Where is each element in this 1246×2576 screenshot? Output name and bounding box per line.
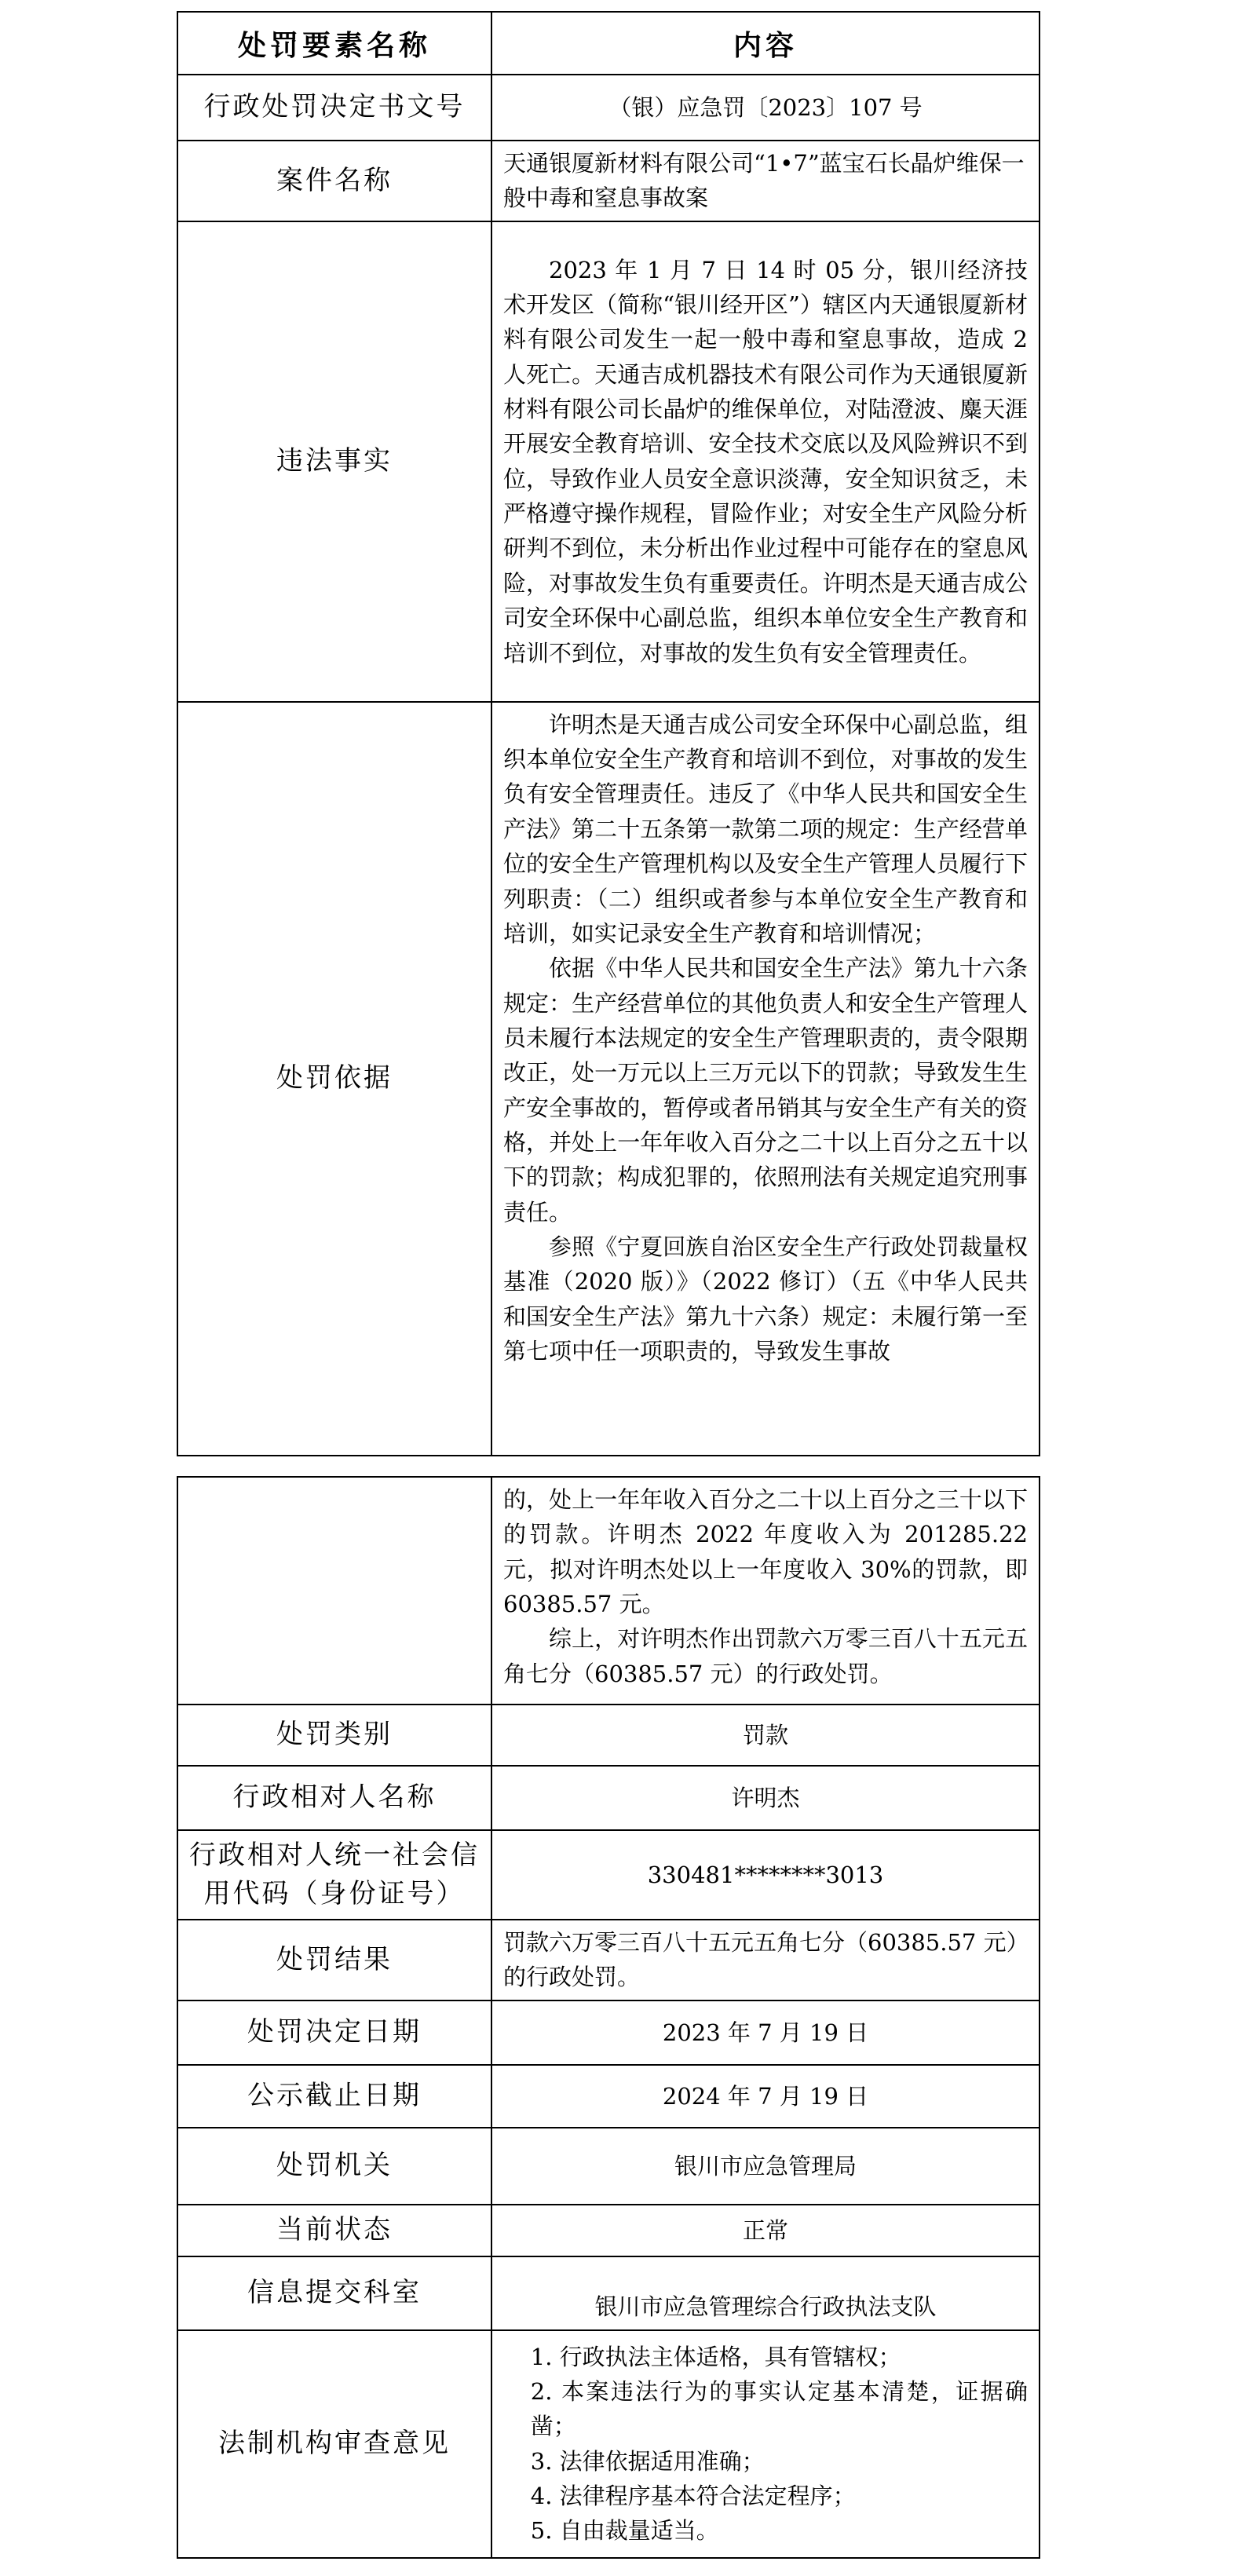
label-deadline: 公示截止日期 [177,2065,491,2128]
basis-paragraph-4: 的，处上一年年收入百分之二十以上百分之三十以下的罚款。许明杰 2022 年度收入为 201285.22 元，拟对许明杰处以上一年度收入 30%的罚款，即 60385.57 元。 [503,1486,1028,1618]
value-dept: 银川市应急管理综合行政执法支队 [491,2256,1040,2330]
row-doc-no [177,75,1040,141]
value-basis-part1 [491,702,1040,1456]
label-decision-date: 处罚决定日期 [177,2001,491,2065]
value-status: 正常 [491,2205,1040,2256]
value-credit-code: 330481********3013 [491,1830,1040,1920]
row-party-name [177,1766,1040,1830]
table-header-row [177,12,1040,75]
value-case-name: 天通银厦新材料有限公司“1•7”蓝宝石长晶炉维保一般中毒和窒息事故案 [491,141,1040,221]
value-authority: 银川市应急管理局 [491,2128,1040,2205]
value-review [491,2330,1040,2558]
row-basis-continued [177,1477,1040,1705]
value-deadline: 2024 年 7 月 19 日 [491,2065,1040,2128]
basis-paragraph-3: 参照《宁夏回族自治区安全生产行政处罚裁量权基准（2020 版）》（2022 修订）（五《中华人民共和国安全生产法》第九十六条）规定：未履行第一至第七项中任一项职责的，导致发生事故 [503,1233,1028,1365]
label-category: 处罚类别 [177,1705,491,1766]
penalty-table-part1 [177,11,1040,1456]
label-doc-no: 行政处罚决定书文号 [177,75,491,141]
value-result: 罚款六万零三百八十五元五角七分（60385.57 元）的行政处罚。 [491,1920,1040,2001]
label-facts: 违法事实 [177,221,491,702]
header-col-element: 处罚要素名称 [177,12,491,75]
row-result [177,1920,1040,2001]
review-item-4: 4. 法律程序基本符合法定程序； [530,2483,856,2510]
row-decision-date [177,2001,1040,2065]
row-deadline [177,2065,1040,2128]
penalty-table-part2 [177,1476,1040,2559]
header-col-content: 内容 [491,12,1040,75]
value-category: 罚款 [491,1705,1040,1766]
facts-paragraph: 2023 年 1 月 7 日 14 时 05 分，银川经济技术开发区（简称“银川经开区”）辖区内天通银厦新材料有限公司发生一起一般中毒和窒息事故，造成 2 人死亡。天通吉成机器技术有限公司作为天通银厦新材料有限公司长晶炉的维保单位，对陆澄波、麋天涯开展安全教育培训、安全技术交底以及风险辨识不到位，导致作业人员安全意识淡薄，安全知识贫乏，未严格遵守操作规程，冒险作业；对安全生产风险分析研判不到位，未分析出作业过程中可能存在的窒息风险，对事故发生负有重要责任。许明杰是天通吉成公司安全环保中心副总监，组织本单位安全生产教育和培训不到位，对事故的发生负有安全管理责任。 [503,256,1028,667]
row-facts [177,221,1040,702]
label-party-name: 行政相对人名称 [177,1766,491,1830]
value-basis-part2 [491,1477,1040,1705]
value-facts [491,221,1040,702]
basis-paragraph-1: 许明杰是天通吉成公司安全环保中心副总监，组织本单位安全生产教育和培训不到位，对事故的发生负有安全管理责任。违反了《中华人民共和国安全生产法》第二十五条第一款第二项的规定：生产经营单位的安全生产管理机构以及安全生产管理人员履行下列职责：（二）组织或者参与本单位安全生产教育和培训，如实记录安全生产教育和培训情况； [503,711,1028,947]
row-review [177,2330,1040,2558]
value-party-name: 许明杰 [491,1766,1040,1830]
label-status: 当前状态 [177,2205,491,2256]
row-credit-code [177,1830,1040,1920]
review-item-1: 1. 行政执法主体适格，具有管辖权； [530,2343,901,2370]
label-basis-continued [177,1477,491,1705]
review-item-5: 5. 自由裁量适当。 [530,2517,719,2545]
row-dept [177,2256,1040,2330]
label-result: 处罚结果 [177,1920,491,2001]
review-item-2: 2. 本案违法行为的事实认定基本清楚，证据确凿； [530,2378,1028,2440]
label-credit-code: 行政相对人统一社会信用代码（身份证号） [177,1830,491,1920]
row-category [177,1705,1040,1766]
row-basis [177,702,1040,1456]
row-authority [177,2128,1040,2205]
basis-paragraph-2: 依据《中华人民共和国安全生产法》第九十六条规定：生产经营单位的其他负责人和安全生产管理人员未履行本法规定的安全生产管理职责的，责令限期改正，处一万元以上三万元以下的罚款；导致发生生产安全事故的，暂停或者吊销其与安全生产有关的资格，并处上一年年收入百分之二十以上百分之五十以下的罚款；构成犯罪的，依照刑法有关规定追究刑事责任。 [503,955,1028,1226]
row-status [177,2205,1040,2256]
basis-paragraph-5: 综上，对许明杰作出罚款六万零三百八十五元五角七分（60385.57 元）的行政处罚。 [503,1625,1028,1687]
review-item-3: 3. 法律依据适用准确； [530,2447,765,2475]
label-authority: 处罚机关 [177,2128,491,2205]
label-basis: 处罚依据 [177,702,491,1456]
label-dept: 信息提交科室 [177,2256,491,2330]
label-review: 法制机构审查意见 [177,2330,491,2558]
label-case-name: 案件名称 [177,141,491,221]
value-decision-date: 2023 年 7 月 19 日 [491,2001,1040,2065]
value-doc-no: （银）应急罚〔2023〕107 号 [491,75,1040,141]
row-case-name [177,141,1040,221]
